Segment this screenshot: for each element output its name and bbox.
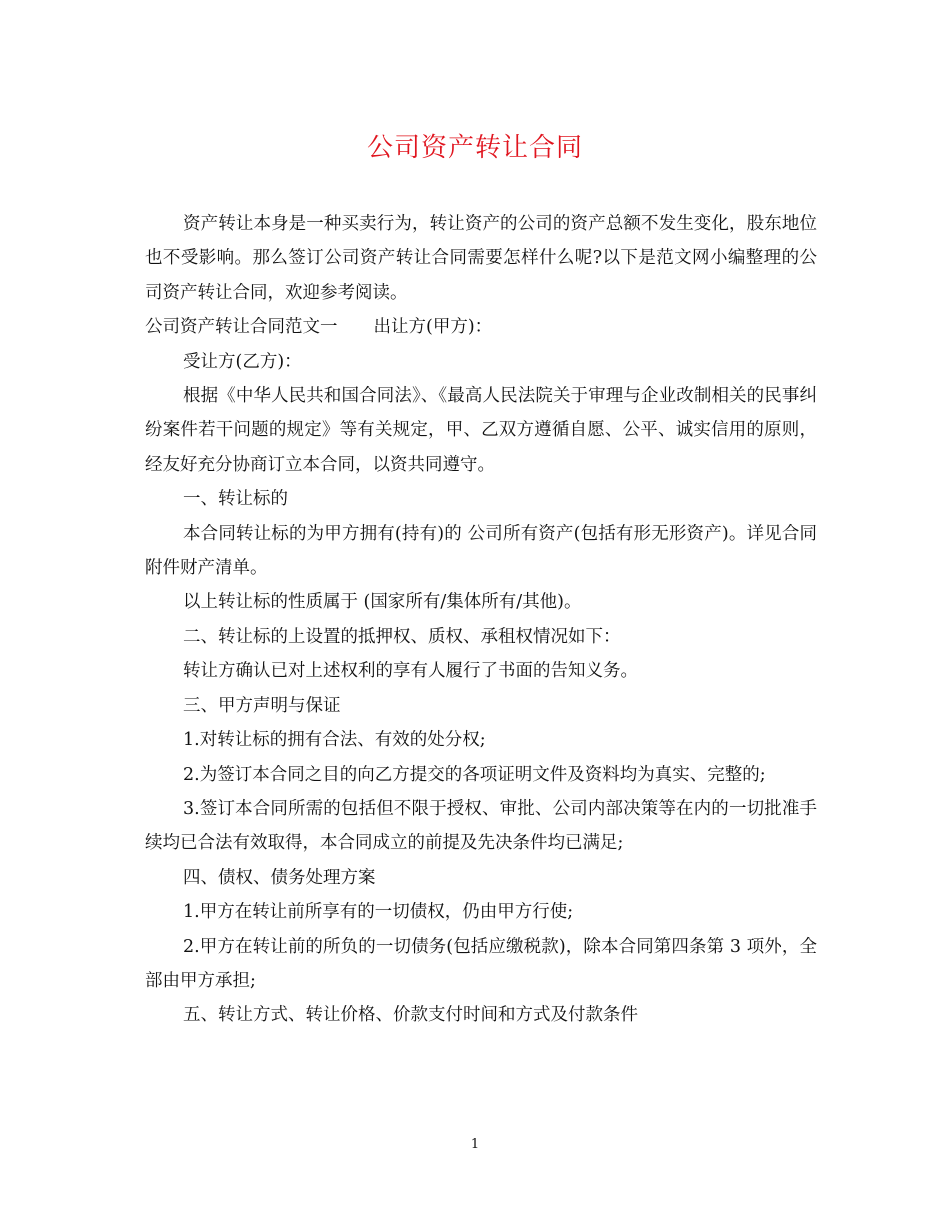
section-2-paragraph-1: 转让方确认已对上述权利的享有人履行了书面的告知义务。 xyxy=(183,661,638,682)
section-5-title: 五、转让方式、转让价格、价款支付时间和方式及付款条件 xyxy=(183,1005,638,1026)
intro-paragraph: 资产转让本身是一种买卖行为，转让资产的公司的资产总额不发生变化，股东地位也不受影响。那么签订公司资产转让合同需要怎样什么呢?以下是范文网小编整理的公司资产转让合同，欢迎参考阅读。 xyxy=(145,214,817,303)
sample-heading-line xyxy=(145,310,817,344)
section-4-item-1: 1.甲方在转让前所享有的一切债权，仍由甲方行使; xyxy=(183,902,574,923)
party-a-label: 出让方(甲方)： xyxy=(373,317,493,338)
section-2-title: 二、转让标的上设置的抵押权、质权、承租权情况如下： xyxy=(183,626,621,647)
section-3-item-2: 2.为签订本合同之目的向乙方提交的各项证明文件及资料均为真实、完整的; xyxy=(183,764,766,785)
page-number: 1 xyxy=(470,1137,480,1152)
document-body xyxy=(145,207,817,1033)
section-4-item-2: 2.甲方在转让前的所负的一切债务(包括应缴税款)，除本合同第四条第 3 项外，全部由甲方承担; xyxy=(145,936,817,991)
section-1-title: 一、转让标的 xyxy=(183,489,288,510)
section-3-title: 三、甲方声明与保证 xyxy=(183,695,341,716)
party-b-label: 受让方(乙方)： xyxy=(183,351,302,372)
page-title: 公司资产转让合同 xyxy=(366,133,583,163)
section-3-item-3: 3.签订本合同所需的包括但不限于授权、审批、公司内部决策等在内的一切批准手续均已合法有效取得，本合同成立的前提及先决条件均已满足; xyxy=(145,798,817,854)
preamble-paragraph: 根据《中华人民共和国合同法》、《最高人民法院关于审理与企业改制相关的民事纠纷案件若干问题的规定》等有关规定，甲、乙双方遵循自愿、公平、诚实信用的原则，经友好充分协商订立本合同，以资共同遵守。 xyxy=(145,386,817,475)
section-4-title: 四、债权、债务处理方案 xyxy=(183,867,376,888)
sample-heading: 公司资产转让合同范文一 xyxy=(145,317,338,338)
section-1-paragraph-2: 以上转让标的性质属于 (国家所有/集体所有/其他)。 xyxy=(183,592,582,613)
section-1-paragraph-1: 本合同转让标的为甲方拥有(持有)的 公司所有资产(包括有形无形资产)。详见合同附件财产清单。 xyxy=(145,523,817,579)
section-3-item-1: 1.对转让标的拥有合法、有效的处分权; xyxy=(183,730,486,751)
